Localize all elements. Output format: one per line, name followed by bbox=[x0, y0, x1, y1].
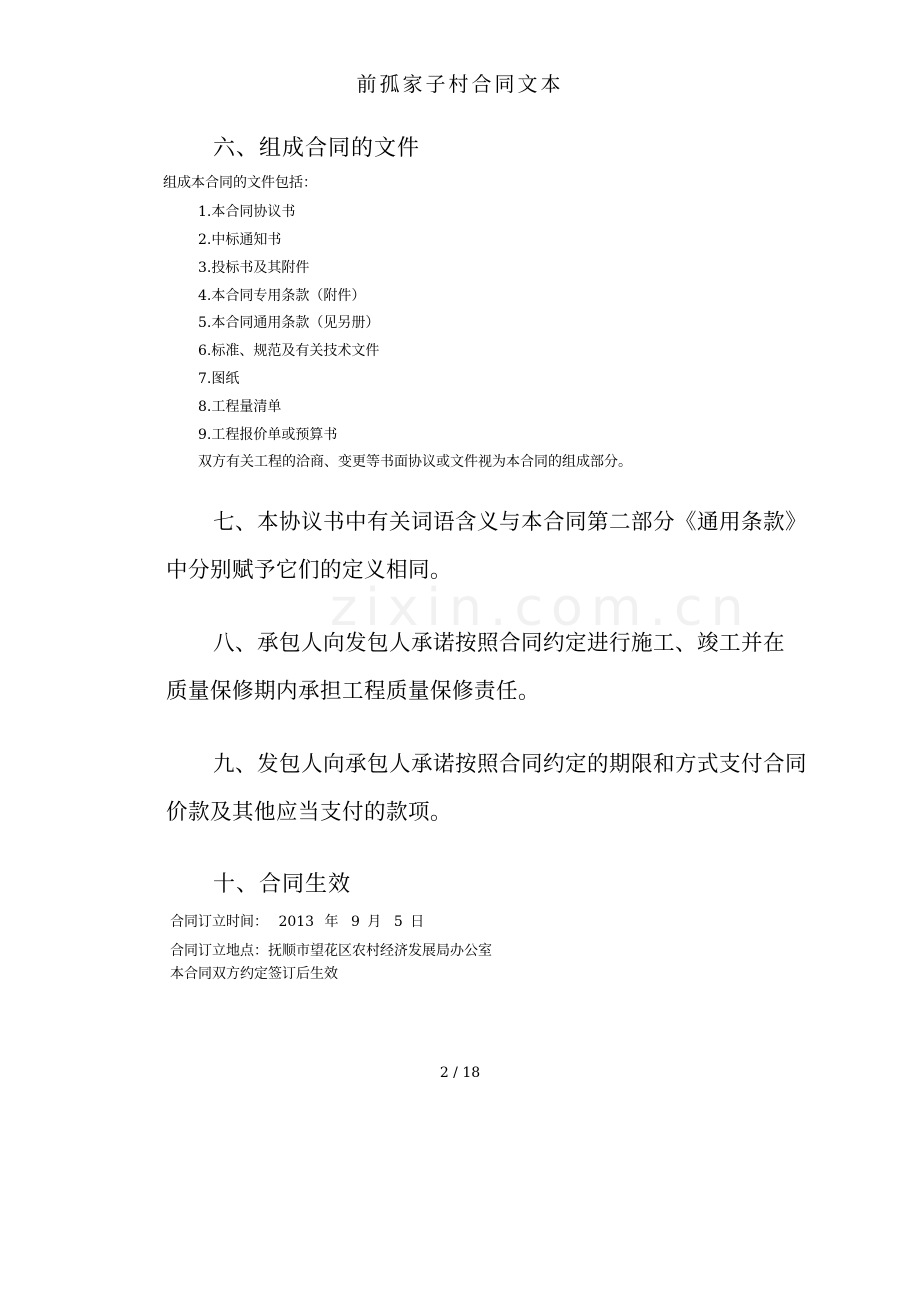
contract-month: 9 bbox=[351, 914, 360, 930]
list-item: 7.图纸 bbox=[198, 371, 240, 387]
contract-month-unit: 月 bbox=[367, 914, 382, 930]
list-item: 9.工程报价单或预算书 bbox=[198, 427, 338, 443]
section-8-line-1: 八、承包人向发包人承诺按照合同约定进行施工、竣工并在 bbox=[213, 631, 786, 656]
section-7-line-1: 七、本协议书中有关词语含义与本合同第二部分《通用条款》 bbox=[213, 510, 808, 535]
contract-effect: 本合同双方约定签订后生效 bbox=[170, 966, 338, 982]
page-header-title: 前孤家子村合同文本 bbox=[356, 72, 564, 96]
contract-date-label: 合同订立时间： bbox=[170, 914, 268, 930]
section-8-line-2: 质量保修期内承担工程质量保修责任。 bbox=[166, 679, 541, 704]
list-item: 3.投标书及其附件 bbox=[198, 260, 310, 276]
contract-year-unit: 年 bbox=[324, 914, 339, 930]
contract-date-line bbox=[170, 911, 424, 931]
section-6-note: 双方有关工程的洽商、变更等书面协议或文件视为本合同的组成部分。 bbox=[198, 454, 632, 470]
contract-day: 5 bbox=[393, 914, 403, 930]
list-item: 1.本合同协议书 bbox=[198, 204, 296, 220]
contract-day-unit: 日 bbox=[410, 914, 425, 930]
section-10-heading: 十、合同生效 bbox=[213, 872, 352, 897]
list-item: 5.本合同通用条款（见另册） bbox=[198, 315, 380, 331]
section-7-line-2: 中分别赋予它们的定义相同。 bbox=[166, 558, 453, 583]
list-item: 4.本合同专用条款（附件） bbox=[198, 288, 366, 304]
list-item: 8.工程量清单 bbox=[198, 399, 282, 415]
contract-year: 2013 bbox=[278, 914, 315, 930]
watermark: zixin.com.cn bbox=[330, 578, 752, 638]
list-item: 6.标准、规范及有关技术文件 bbox=[198, 343, 380, 359]
section-9-line-2: 价款及其他应当支付的款项。 bbox=[166, 800, 453, 825]
list-item: 2.中标通知书 bbox=[198, 232, 282, 248]
section-6-intro: 组成本合同的文件包括： bbox=[163, 175, 317, 191]
section-6-heading: 六、组成合同的文件 bbox=[213, 136, 421, 161]
contract-place: 合同订立地点：抚顺市望花区农村经济发展局办公室 bbox=[170, 943, 492, 959]
section-9-line-1: 九、发包人向承包人承诺按照合同约定的期限和方式支付合同 bbox=[213, 752, 808, 777]
page-number: 2 / 18 bbox=[439, 1065, 481, 1081]
